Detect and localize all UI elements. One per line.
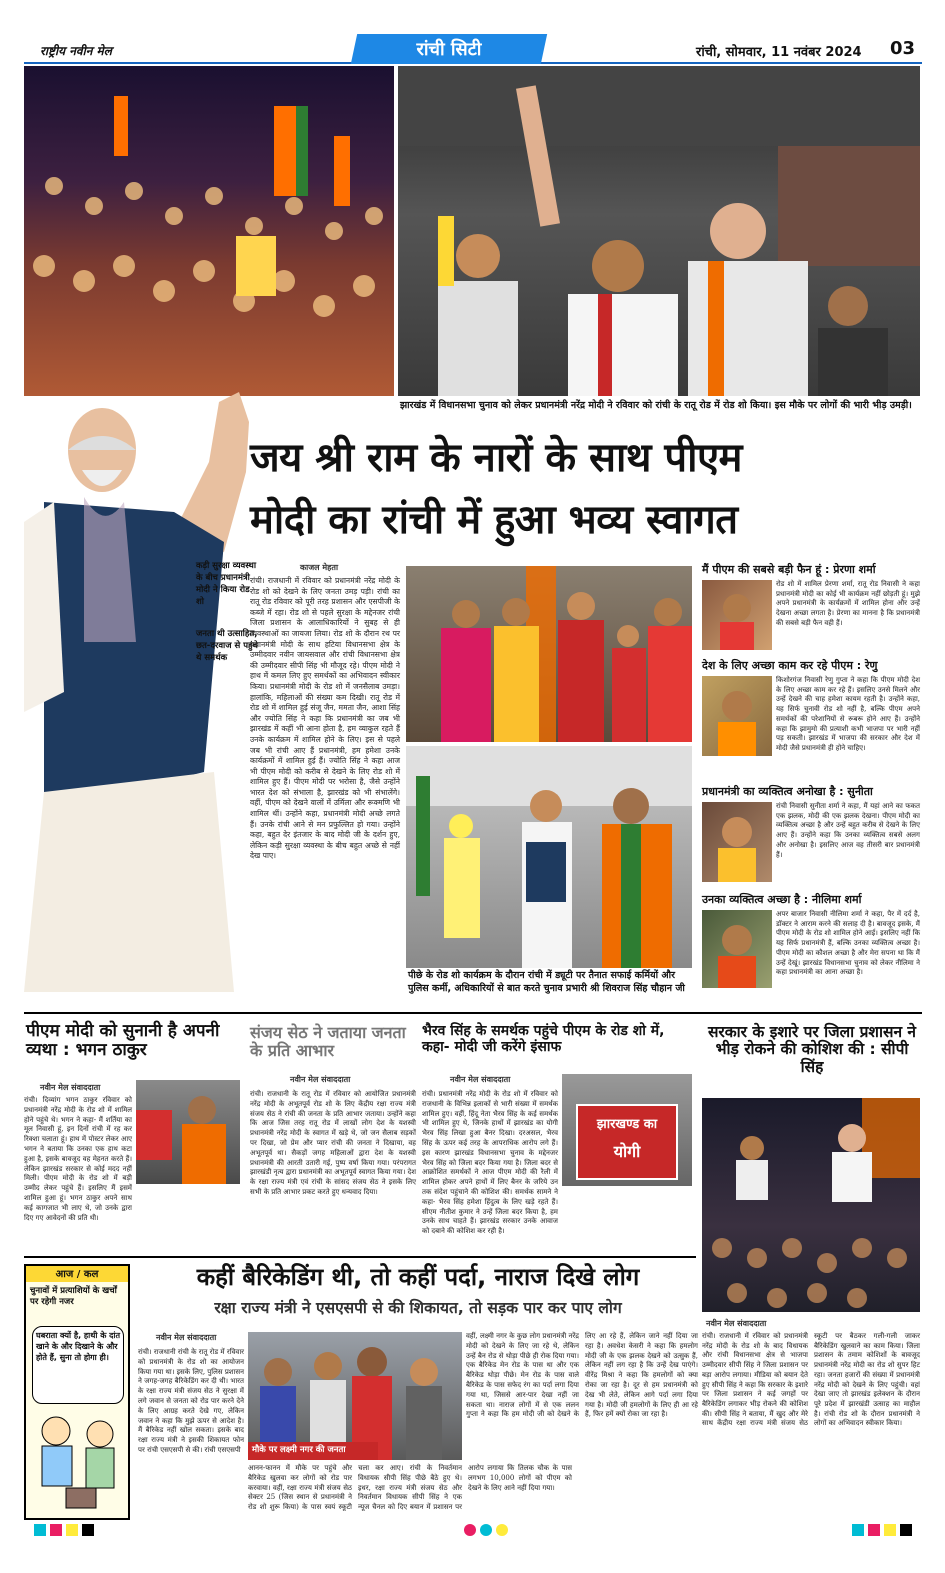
- reg-dot-1: [464, 1524, 476, 1536]
- side-note-security: कड़ी सुरक्षा व्यवस्था के बीच प्रधानमंत्री मोदी ने किया रोड शो: [196, 561, 257, 607]
- meeting-illustration: [406, 746, 692, 968]
- cartoon-figures: [26, 1406, 128, 1516]
- voice-3-text: रांची निवासी सुनीता शर्मा ने कहा, मैं यहां आने का फकत एक झलक, मोदी की एक झलक देखना। पीएम मोदी का व्यक्तित्व अच्छा है और उन्हें बहुत करीब से देखने के लिए आए हैं। उन्होंने कहा कि उनका व्यक्तित्व सबसे अलग और अनोखा है। इसलिए आज वह तीसरी बार प्रधानमंत्री हैं।: [776, 802, 920, 859]
- voice-2-photo: [702, 676, 772, 756]
- roadshow-illustration: [398, 66, 920, 396]
- bottom-photo: [248, 1332, 462, 1460]
- voice-4-head: उनका व्यक्तित्व अच्छा है : नीलिमा शर्मा: [702, 893, 862, 906]
- main-story-text: रांची। राजधानी में रविवार को प्रधानमंत्री नरेंद्र मोदी के रोड शो को देखने के लिए जनता उमड़ पड़ी। रांची का रातू रोड रविवार को पूरी तरह प्रशासन और एसपीजी के कब्जे में रहा। रोड शो से पहले सुरक्षा के मद्देनजर रांची जिला प्रशासन के आलाधिकारियों ने सुबह से ही व्यवस्थाओं का जायजा लिया। रोड शो के दौरान रथ पर प्रधानमंत्री मोदी के साथ हटिया विधानसभा क्षेत्र के उम्मीदवार नवीन जायसवाल और रांची विधानसभा क्षेत्र की उम्मीदवार सीपी सिंह भी मौजूद रहे। पीएम मोदी ने हाथ में कमल लिए हुए समर्थकों का अभिवादन स्वीकार किया। प्रधानमंत्री मोदी के रोड शो में जनसैलाब उमड़ा। हालांकि, महिलाओं की संख्या कम दिखी। रातू रोड में रोड शो में शामिल हुई संजू जैन, ममता जैन, आशा सिंह और ज्योति सिंह ने कहा कि प्रधानमंत्री का जब भी झारखंड में कहीं भी आना होता है, हम व्याकुल रहते हैं उनके कार्यक्रम में शामिल होने के लिए। इस से पहले जब भी रांची आए हैं प्रधानमंत्री, हम हमेशा उनके कार्यक्रमों में शामिल हुई हैं। ज्योति सिंह ने कहा आज भी पीएम मोदी को करीब से देखने के लिए रोड शो में शामिल हुए हैं। पीएम मोदी पर भरोसा है, जैसे उन्होंने भारत देश को संभाला है, झारखंड को भी संभालेंगे। वहीं, पीएम को देखने वालों में उर्मिला और रूक्मणि भी शामिल थीं। उन्होंने कहा, प्रधानमंत्री मोदी अच्छे लगते हैं। उनके रांची आने से मन प्रफुल्लित हो गया। उन्होंने कहा, बहुत देर इंतजार के बाद मोदी जी के दर्शन हुए, लेकिन कड़ी सुरक्षा व्यवस्था के बीच बहुत अच्छे से नहीं देख पाए।: [250, 576, 400, 861]
- voice-2-head: देश के लिए अच्छा काम कर रहे पीएम : रेणु: [702, 659, 878, 672]
- cartoon-label: आज / कल: [26, 1266, 128, 1282]
- story-bhagan-text: रांची। दिव्यांग भगन ठाकुर रविवार को प्रधानमंत्री नरेंद्र मोदी के रोड शो में शामिल होने पहुंचे थे। भगन ने कहा- मैं शर्तिया का मूल निवासी हूं, इन दिनों रांची में रह कर रिक्शा चलाता हूं। हाथ में पोस्टर लेकर आए भगन ने बताया कि उनका एक हाथ कटा हुआ है, इसके बावजूद वह मेहनत करते हैं। लेकिन झारखंड सरकार से कोई मदद नहीं मिली। पीएम मोदी के रोड शो में बड़ी उम्मीद लेकर पहुंचे हैं। इसलिए मैं इसमें शामिल हुआ हूं। भगन ठाकुर अपने साथ कई कागजात भी लाए थे, जो उनके द्वारा दिए गए आवेदनों की प्रति थी।: [24, 1096, 132, 1222]
- crowd-photo: [24, 66, 394, 396]
- banner-text-1: झारखण्ड का: [596, 1117, 658, 1132]
- side-note-crowd: जनता थी उत्साहित, छत-दरवाज से पहुंचे थे समर्थक: [196, 629, 258, 663]
- cp-crowd-photo: [702, 1098, 920, 1312]
- divider-row2: [24, 1012, 922, 1014]
- voice-4-photo: [702, 910, 772, 988]
- color-bar: [24, 1524, 922, 1538]
- divider-row3: [24, 1256, 696, 1258]
- story-cp-text: रांची। राजधानी में रविवार को प्रधानमंत्री नरेंद्र मोदी के रोड शो के बाद विधायक और रांची विधानसभा क्षेत्र से भाजपा उम्मीदवार सीपी सिंह ने जिला प्रशासन पर बड़ा आरोप लगाया। मीडिया को बयान देते हुए सीपी सिंह ने कहा कि सरकार के इशारे पर जिला प्रशासन ने कई जगहों पर बैरिकेडिंग लगाकर भीड़ रोकने की कोशिश की। सीपी सिंह ने बताया, मैं खुद और मेरे साथ केंद्रीय रक्षा राज्य मंत्री संजय सेठ स्कूटी पर बैठकर गली-गली जाकर बैरिकेडिंग खुलवाने का काम किया। जिला प्रशासन के तमाम कोशिशों के बावजूद प्रधानमंत्री नरेंद्र मोदी का रोड शो सुपर हिट रहा। जनता हजारों की संख्या में प्रधानमंत्री नरेंद्र मोदी को देखने के लिए पहुंची। वहां देखा जाए तो झारखंड इलेक्शन के दौरान पूरे प्रदेश में झारखंडी उत्साह का माहौल है। रांची रोड शो के दौरान प्रधानमंत्री ने लोगों का अभिवादन स्वीकार किया।: [702, 1332, 920, 1428]
- banner-text-2: योगी: [613, 1142, 641, 1161]
- bottom-byline: नवीन मेल संवाददाता: [156, 1333, 217, 1342]
- story-cp-head: सरकार के इशारे पर जिला प्रशासन ने भीड़ रोकने की कोशिश की : सीपी सिंह: [707, 1023, 917, 1076]
- cartoon-bubble-text: घबराता क्यों है, हाथी के दांत खाने के और दिखाने के और होते हैं, सुना तो होगा ही।: [36, 1331, 121, 1362]
- story-bhagan-head: पीएम मोदी को सुनानी है अपनी व्यथा : भगन ठाकुर: [26, 1021, 220, 1061]
- story-cp-byline: नवीन मेल संवाददाता: [706, 1319, 767, 1328]
- modi-cutout-photo: [24, 392, 256, 992]
- reg-dot-3: [496, 1524, 508, 1536]
- story-bhairav-byline: नवीन मेल संवाददाता: [450, 1075, 511, 1084]
- story-sanjay-text: रांची। राजधानी के रातू रोड में रविवार को आयोजित प्रधानमंत्री नरेंद्र मोदी के अभूतपूर्व रोड शो के लिए केंद्रीय रक्षा राज्य मंत्री संजय सेठ ने रांची की जनता के प्रति आभार जताया। उन्होंने कहा कि आज जिस तरह रातू रोड में लाखों लोग देश के यशस्वी प्रधानमंत्री नरेंद्र मोदी के स्वागत में खड़े थे, जो जन सैलाब सड़कों पर दिखा, जो प्रेम और प्यार रांची की जनता ने दिखाया, वह अभूतपूर्व था। सैकड़ों जगह महिलाओं द्वारा देश के यशस्वी प्रधानमंत्री की आरती उतारी गई, पुष्प वर्षा किया गया। परंपरागत झारखंडी नृत्य द्वारा प्रधानमंत्री का अभूतपूर्व स्वागत किया गया। देश के रक्षा राज्य मंत्री एवं रांची के सांसद संजय सेठ ने इसके लिए सभी के प्रति आभार प्रकट करते हुए धन्यवाद दिया।: [250, 1090, 416, 1196]
- voice-1-photo: [702, 580, 772, 650]
- reg-yellow: [66, 1524, 78, 1536]
- story-bhagan-byline: नवीन मेल संवाददाता: [40, 1083, 101, 1092]
- main-headline-line-2: मोदी का रांची में हुआ भव्य स्वागत: [250, 497, 738, 543]
- cartoon-headline: चुनावों में प्रत्याशियों के खर्चों पर रहेगी नजर: [30, 1286, 117, 1307]
- story-sanjay-head: संजय सेठ ने जताया जनता के प्रति आभार: [250, 1023, 406, 1060]
- reg-cyan-r: [852, 1524, 864, 1536]
- women-illustration: [406, 566, 692, 742]
- mid-photo-caption: पीछे के रोड शो कार्यक्रम के दौरान रांची में ड्यूटी पर तैनात सफाई कर्मियों और पुलिस कर्मी, अधिकारियों से बात करते चुनाव प्रभारी श्री शिवराज सिंह चौहान जी: [408, 970, 685, 994]
- crowd-illustration: [24, 66, 394, 396]
- cartoon-box: [24, 1264, 130, 1520]
- page-number: 03: [890, 38, 916, 59]
- reg-yellow-r: [884, 1524, 896, 1536]
- main-headline-line-1: जय श्री राम के नारों के साथ पीएम: [250, 435, 742, 481]
- section-title: रांची सिटी: [416, 39, 482, 60]
- shivraj-meeting-photo: [406, 746, 692, 968]
- voice-3-head: प्रधानमंत्री का व्यक्तित्व अनोखा है : सुनीता: [702, 785, 873, 798]
- modi-figure: [24, 392, 256, 992]
- reg-magenta-r: [868, 1524, 880, 1536]
- masthead: [24, 34, 922, 64]
- story-bhairav-text: रांची। प्रधानमंत्री नरेंद्र मोदी के रोड शो में रविवार को राजधानी के विभिन्न इलाकों से भारी संख्या में समर्थक शामिल हुए। वहीं, हिंदू नेता भैरव सिंह के कई समर्थक भी शामिल हुए थे, जिनके हाथों में झारखंड का योगी भैरव सिंह लिखा हुआ बैनर दिखा। दरअसल, भैरव सिंह के ऊपर कई तरह के आपराधिक आरोप लगे हैं। इस कारण झारखंड विधानसभा चुनाव के मद्देनजर भैरव सिंह को जिला बदर किया गया है। जिला बदर से आक्रोशित समर्थकों ने आज पीएम मोदी की रैली में शामिल होकर अपने हाथों में लिए बैनर के जरिये उन तक संदेश पहुंचाने की कोशिश की। समर्थक सामने ने कहा- भैरव सिंह हमेशा हिंदुत्व के लिए खड़े रहते हैं। सीएम नीतीश कुमार ने उन्हें जिला बदर किया है, हम उनके साथ चाहते हैं। झारखंड सरकार उनके आवाज को दबाने की कोशिश कर रही है।: [422, 1090, 558, 1236]
- bottom-text-2: आनन-फानन में मौके पर पहुंचे और बैरिकेड खुलवा कर लोगों को रोड पार करवाया। वहीं, रक्षा राज्य मंत्री संजय सेठ सेक्टर 25 (जिस स्थान से प्रधानमंत्री ने रोड शो शुरू किया) के पास स्वयं स्कूटी चला कर आए। रांची के निवर्तमान विधायक सीपी सिंह पीछे बैठे हुए थे। इधर, रक्षा राज्य मंत्री संजय सेठ और निवर्तमान विधायक सीपी सिंह ने एक न्यूज चैनल को दिए बयान में प्रशासन पर आरोप लगाया कि तिलक चौक के पास लगभग 10,000 लोगों को पीएम को देखने के लिए आने नहीं दिया गया।: [248, 1464, 572, 1512]
- bottom-text-1: रांची। राजधानी रांची के रातू रोड में रविवार को प्रधानमंत्री के रोड शो का आयोजन किया गया था। इसके लिए, पुलिस प्रशासन ने जगह-जगह बैरिकेडिंग कर दी थी। भारत के रक्षा राज्य मंत्री संजय सेठ ने सुरक्षा में लगे जवान से जनता को रोड पार करने देने के लिए आग्रह करते देखे गए, लेकिन जवान ने कहा कि मुझे ऊपर से आदेश है। मैं बैरिकेड नहीं खोल सकता। इसके बाद रक्षा राज्य मंत्री ने इसकी शिकायत फोन पर रांची एसएसपी से की। रांची एसएसपी: [138, 1348, 244, 1454]
- right-voices: [700, 562, 920, 1002]
- bottom-text-3: वहीं, लक्ष्मी नगर के कुछ लोग प्रधानमंत्री नरेंद्र मोदी को देखने के लिए जा रहे थे, लेकिन उन्हें बैन रोड से थोड़ा पीछे ही रोक दिया गया। एक बैरिकेड मेन रोड के पास था और एक बैरिकेड थोड़ा पीछे। मेन रोड के पास वाले बैरिकेड के पास सफेद रंग का पर्दा लगा दिया गया था, जिससे आर-पार देखा नहीं जा सकता था। नाराज लोगों में से एक ललन गुप्ता ने कहा कि हम मोदी जी को देखने के लिए आ रहे हैं, लेकिन जाने नहीं दिया जा रहा है। अवधेश केसरी ने कहा कि हमलोग मोदी जी के एक झलक देखने को उत्सुक हैं, लेकिन नहीं लग रहा है कि उन्हें देख पाएंगे। वीरेंद्र मिश्रा ने कहा कि हमलोगों को क्या रोका जा रहा है। दूर से हम प्रधानमंत्री को देख भी लेते, लेकिन आगे पर्दा लगा दिया गया है। मोदी जी हमलोगों के लिए ही आ रहे हैं, फिर हमें क्यों रोका जा रहा है।: [466, 1332, 698, 1419]
- bhairav-banner-photo: [562, 1074, 692, 1186]
- reg-cyan: [34, 1524, 46, 1536]
- bottom-subhead: रक्षा राज्य मंत्री ने एसएसपी से की शिकायत, तो सड़क पार कर पाए लोग: [214, 1299, 622, 1317]
- bhagan-photo: [136, 1080, 240, 1184]
- voice-2-text: किशोरगंज निवासी रेणु गुप्ता ने कहा कि पीएम मोदी देश के लिए अच्छा काम कर रहे हैं। इसलिए उनसे मिलने और उन्हें देखने की चाह हमेशा कायम रहती है। उन्होंने कहा, यह सिर्फ चुनावी रोड शो नहीं है, बल्कि पीएम अपने समर्थकों की परेशानियों से रूबरू होने आए हैं। उन्होंने कहा कि झामुमो की प्रत्याशी कभी भाजपा पर भारी नहीं पड़ सकती। झारखंड में भाजपा की सरकार और देश में मोदी जैसे प्रधानमंत्री ही होने चाहिए।: [776, 676, 920, 752]
- story-bhairav-head: भैरव सिंह के समर्थक पहुंचे पीएम के रोड शो में, कहा- मोदी जी करेंगे इंसाफ: [422, 1023, 665, 1055]
- women-supporters-photo: [406, 566, 692, 742]
- roadshow-photo: [398, 66, 920, 396]
- reg-black-r: [900, 1524, 912, 1536]
- reg-magenta: [50, 1524, 62, 1536]
- story-sanjay-byline: नवीन मेल संवाददाता: [290, 1075, 351, 1084]
- bottom-headline: कहीं बैरिकेडिंग थी, तो कहीं पर्दा, नाराज दिखे लोग: [196, 1263, 640, 1291]
- paper-name: राष्ट्रीय नवीन मेल: [40, 44, 112, 58]
- voice-4-text: अपर बाजार निवासी नीलिमा शर्मा ने कहा, पैर में दर्द है, डॉक्टर ने आराम करने की सलाह दी है। बावजूद इसके, मैं पीएम मोदी के रोड शो शामिल होने आई। इसलिए नहीं कि यह सिर्फ प्रधानमंत्री हैं, बल्कि उनका व्यक्तित्व अच्छा है। पीएम मोदी का कौशल अच्छा है और मेरा सपना था कि मैं उन्हें देखूं। झारखंड विधानसभा चुनाव को लेकर नीलिमा ने कहा प्रधानमंत्री का आना अच्छा है।: [776, 910, 920, 977]
- top-photo-caption: झारखंड में विधानसभा चुनाव को लेकर प्रधानमंत्री नरेंद्र मोदी ने रविवार को रांची के रातू रोड में रोड शो किया। इस मौके पर लोगों की भारी भीड़ उमड़ी।: [400, 400, 912, 411]
- bottom-photo-caption: मौके पर लक्ष्मी नगर की जनता: [252, 1445, 346, 1455]
- dateline: रांची, सोमवार, 11 नवंबर 2024: [696, 45, 862, 60]
- voice-1-text: रोड शो में शामिल प्रेरणा शर्मा, रातू रोड निवासी ने कहा प्रधानमंत्री मोदी का कोई भी कार्यक्रम नहीं छोड़ती हूं। मुझे अपने प्रधानमंत्री के कार्यक्रमों में शामिल होना और उन्हें देखना अच्छा लगता है। प्रेरणा का मानना है कि प्रधानमंत्री की सबसे बड़ी फैन वही हैं।: [776, 580, 920, 627]
- voice-1-head: मैं पीएम की सबसे बड़ी फैन हूं : प्रेरणा शर्मा: [702, 563, 876, 576]
- voice-3-photo: [702, 802, 772, 882]
- main-byline: काजल मेहता: [300, 563, 339, 572]
- reg-black: [82, 1524, 94, 1536]
- reg-dot-2: [480, 1524, 492, 1536]
